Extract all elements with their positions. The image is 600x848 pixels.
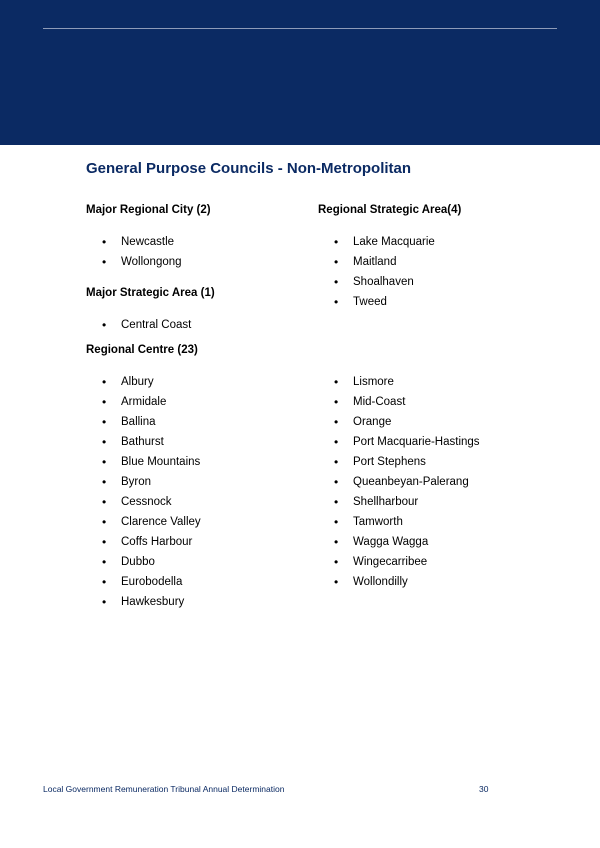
list-item: • Shellharbour: [318, 495, 480, 515]
list-item: • Wollongong: [86, 255, 182, 275]
list-item: • Central Coast: [86, 318, 191, 338]
page-title: General Purpose Councils - Non-Metropolitan: [86, 160, 412, 177]
regional-centre-heading: Regional Centre (23): [86, 344, 198, 356]
list-item: • Coffs Harbour: [86, 535, 201, 555]
list-item: • Queanbeyan-Palerang: [318, 475, 480, 495]
list-item: • Bathurst: [86, 435, 201, 455]
list-item: • Hawkesbury: [86, 595, 201, 615]
list-item: • Blue Mountains: [86, 455, 201, 475]
major-strategic-area-heading: Major Strategic Area (1): [86, 287, 215, 299]
list-item: • Port Stephens: [318, 455, 480, 475]
list-item: • Lake Macquarie: [318, 235, 435, 255]
major-regional-city-list: [86, 235, 182, 275]
list-item: • Mid-Coast: [318, 395, 480, 415]
page-number: 30: [479, 784, 489, 794]
regional-strategic-area-heading: Regional Strategic Area(4): [318, 204, 462, 216]
list-item: • Cessnock: [86, 495, 201, 515]
header-band: [0, 0, 600, 145]
list-item: • Byron: [86, 475, 201, 495]
list-item: • Port Macquarie-Hastings: [318, 435, 480, 455]
major-regional-city-heading: Major Regional City (2): [86, 204, 211, 216]
list-item: • Dubbo: [86, 555, 201, 575]
header-rule: [43, 28, 557, 29]
list-item: • Ballina: [86, 415, 201, 435]
list-item: • Albury: [86, 375, 201, 395]
list-item: • Tweed: [318, 295, 435, 315]
list-item: • Wingecarribee: [318, 555, 480, 575]
regional-strategic-area-list: [318, 235, 435, 315]
regional-centre-list-right: [318, 375, 480, 595]
footer-text: Local Government Remuneration Tribunal Annual Determination: [43, 784, 285, 794]
list-item: • Newcastle: [86, 235, 182, 255]
list-item: • Wagga Wagga: [318, 535, 480, 555]
major-strategic-area-list: [86, 318, 191, 338]
list-item: • Clarence Valley: [86, 515, 201, 535]
list-item: • Wollondilly: [318, 575, 480, 595]
list-item: • Shoalhaven: [318, 275, 435, 295]
list-item: • Maitland: [318, 255, 435, 275]
list-item: • Orange: [318, 415, 480, 435]
list-item: • Lismore: [318, 375, 480, 395]
regional-centre-list-left: [86, 375, 201, 615]
list-item: • Tamworth: [318, 515, 480, 535]
list-item: • Armidale: [86, 395, 201, 415]
list-item: • Eurobodella: [86, 575, 201, 595]
